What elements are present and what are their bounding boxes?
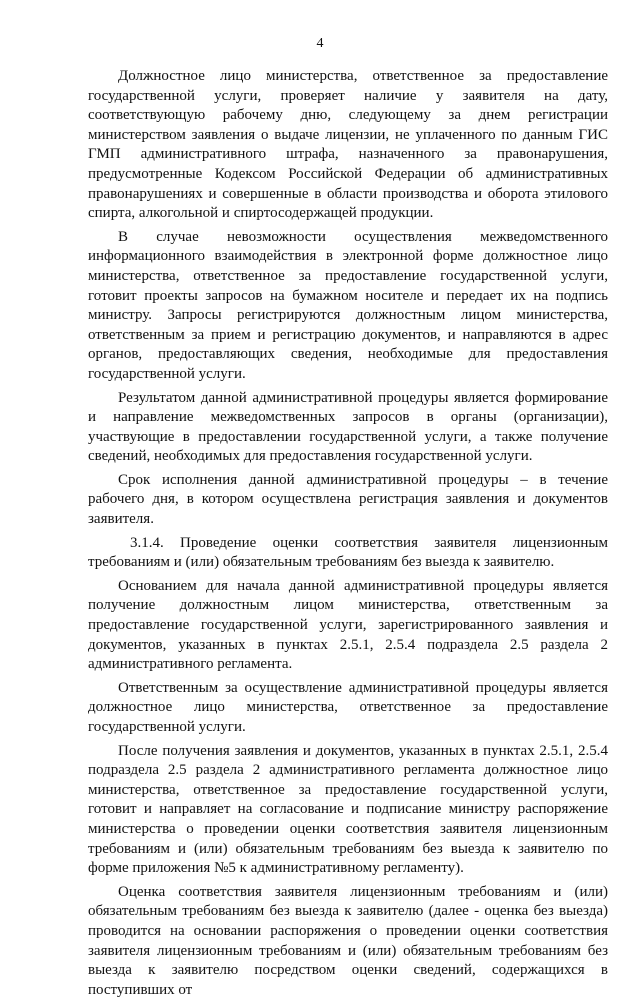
paragraph-procedure-basis: Основанием для начала данной административной процедуры является получение должностным лицом министерства, ответственным за предоставление государственной услуги, зарегистрированного заявления и документов, указанных в пунктах 2.5.1, 2.5.4 подраздела 2.5 раздела 2 административного регламента.	[88, 577, 608, 673]
paragraph-procedure-result: Результатом данной административной процедуры является формирование и направление межведомственных запросов в органы (организации), участвующие в предоставлении государственной услуги, а также получение сведений, необходимых для предоставления государственной услуги.	[88, 389, 608, 465]
paragraph-procedure-deadline: Срок исполнения данной административной процедуры – в течение рабочего дня, в котором осуществлена регистрация заявления и документов заявителя.	[88, 471, 608, 528]
page-number: 4	[316, 36, 324, 51]
section-heading-3-1-4: 3.1.4. Проведение оценки соответствия заявителя лицензионным требованиям и (или) обязательным требованиям без выезда к заявителю.	[88, 534, 608, 571]
paragraph-assessment-without-visit: Оценка соответствия заявителя лицензионным требованиям и (или) обязательным требованиям без выезда к заявителю (далее - оценка без выезда) проводится на основании распоряжения о проведении оценки соответствия заявителя лицензионным требованиям и (или) обязательным требованиям без выезда к заявителю посредством оценки сведений, содержащихся в поступивших от	[88, 883, 608, 998]
paragraph-paper-requests: В случае невозможности осуществления межведомственного информационного взаимодействия в электронной форме должностное лицо министерства, ответственное за предоставление государственной услуги, готовит проекты запросов на бумажном носителе и передает их на подпись министру. Запросы регистрируются должностным лицом министерства, ответственным за прием и регистрацию документов, и направляются в адрес органов, предоставляющих сведения, необходимые для предоставления государственной услуги.	[88, 228, 608, 382]
paragraph-order-preparation: После получения заявления и документов, указанных в пунктах 2.5.1, 2.5.4 подраздела 2.5 раздела 2 административного регламента должностное лицо министерства, ответственное за предоставление государственной услуги, готовит и направляет на согласование и подписание министру распоряжение министерства о проведении оценки соответствия заявителя лицензионным требованиям и (или) обязательным требованиям без выезда к заявителю по форме приложения №5 к административному регламенту).	[88, 742, 608, 877]
paragraph-gis-gmp-check: Должностное лицо министерства, ответственное за предоставление государственной услуги, проверяет наличие у заявителя на дату, соответствующую рабочему дню, следующему за днем регистрации министерством заявления о выдаче лицензии, не уплаченного по данным ГИС ГМП административного штрафа, назначенного за правонарушения, предусмотренные Кодексом Российской Федерации об административных правонарушениях и совершенные в области производства и оборота этилового спирта, алкогольной и спиртосодержащей продукции.	[88, 68, 608, 222]
document-body	[88, 67, 608, 1004]
paragraph-responsible-official: Ответственным за осуществление административной процедуры является должностное лицо министерства, ответственное за предоставление государственной услуги.	[88, 679, 608, 735]
